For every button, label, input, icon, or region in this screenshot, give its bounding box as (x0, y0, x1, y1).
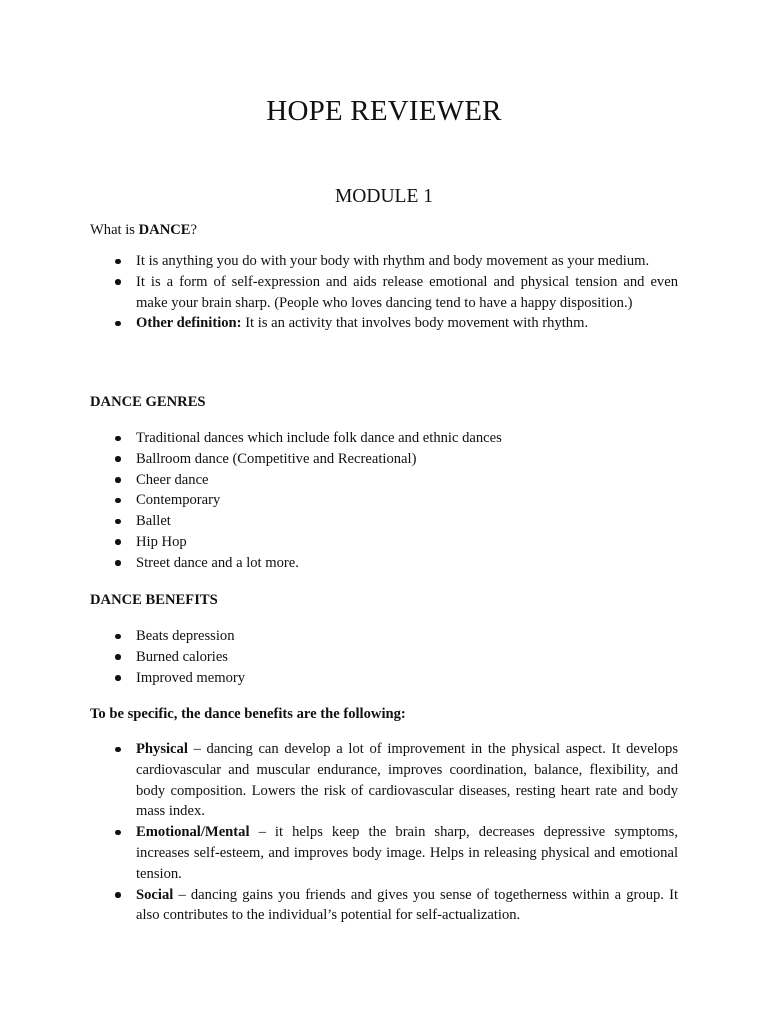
list-item (90, 470, 678, 491)
list-item-bold: Other definition: (136, 315, 242, 332)
list-item-bold: Physical (136, 741, 188, 757)
specific-benefits-list (90, 739, 678, 926)
bullet-icon (115, 498, 121, 504)
list-item-text: – dancing can develop a lot of improvement in the physical aspect. It develops cardiovascular and muscular endurance, improves coordination, balance, flexibility, and body composition. Lowers the risk of cardiovascular diseases, resting heart rate and body mass index. (136, 741, 678, 820)
bullet-icon (115, 892, 121, 898)
dance-genres-heading: DANCE GENRES (90, 394, 206, 410)
bullet-icon (115, 279, 121, 285)
module-heading: MODULE 1 (334, 186, 434, 207)
bullet-icon (115, 560, 121, 566)
specific-benefits-heading: To be specific, the dance benefits are the following: (90, 706, 406, 722)
list-item (90, 626, 678, 647)
list-item-text: It is a form of self-expression and aids release emotional and physical tension and even make your brain sharp. (People who loves dancing tend to have a happy disposition.) (136, 273, 678, 311)
dance-benefits-list (90, 626, 678, 688)
list-item (90, 822, 678, 884)
list-item (90, 251, 678, 272)
bullet-icon (115, 747, 121, 753)
list-item-text: Ballroom dance (Competitive and Recreational) (136, 450, 417, 467)
list-item-text: Ballet (136, 513, 171, 530)
list-item (90, 272, 678, 314)
list-item-text: – dancing gains you friends and gives you sense of togetherness within a group. It also contributes to the individual’s potential for self-actualization. (136, 886, 678, 924)
list-item (90, 647, 678, 668)
bullet-icon (115, 436, 121, 442)
bullet-icon (115, 634, 121, 640)
what-is-dance-question (90, 220, 678, 241)
list-item (90, 313, 678, 334)
dance-benefits-heading: DANCE BENEFITS (90, 592, 218, 608)
list-item (90, 885, 678, 927)
bullet-icon (115, 477, 121, 483)
list-item-text: – it helps keep the brain sharp, decreases depressive symptoms, increases self-esteem, and improves body image. Helps in releasing physical and emotional tension. (136, 824, 678, 882)
list-item-text: Cheer dance (136, 471, 209, 488)
list-item (90, 532, 678, 553)
bullet-icon (115, 675, 121, 681)
list-item-text: Hip Hop (136, 533, 187, 550)
list-item (90, 490, 678, 511)
bullet-icon (115, 519, 121, 525)
document-title: HOPE REVIEWER (266, 95, 502, 127)
list-item (90, 428, 678, 449)
list-item (90, 739, 678, 822)
list-item (90, 553, 678, 574)
list-item-text: It is an activity that involves body movement with rhythm. (241, 315, 589, 332)
bullet-icon (115, 456, 121, 462)
bullet-icon (115, 259, 121, 265)
bullet-icon (115, 654, 121, 660)
list-item (90, 449, 678, 470)
dance-genres-list (90, 428, 678, 574)
list-item-text: It is anything you do with your body with rhythm and body movement as your medium. (136, 253, 650, 269)
list-item (90, 668, 678, 689)
list-item-text: Beats depression (136, 628, 235, 644)
list-item-text: Improved memory (136, 669, 246, 686)
list-item-text: Burned calories (136, 648, 228, 665)
question-term: DANCE (138, 222, 191, 238)
bullet-icon (115, 321, 121, 327)
list-item (90, 511, 678, 532)
list-item-text: Traditional dances which include folk dance and ethnic dances (136, 430, 502, 446)
bullet-icon (115, 539, 121, 545)
bullet-icon (115, 830, 121, 836)
what-is-dance-list (90, 251, 678, 334)
list-item-bold: Emotional/Mental (136, 824, 250, 841)
list-item-text: Street dance and a lot more. (136, 554, 299, 571)
question-suffix: ? (190, 222, 198, 238)
list-item-text: Contemporary (136, 492, 221, 509)
question-prefix: What is (90, 222, 139, 238)
list-item-bold: Social (136, 886, 174, 903)
